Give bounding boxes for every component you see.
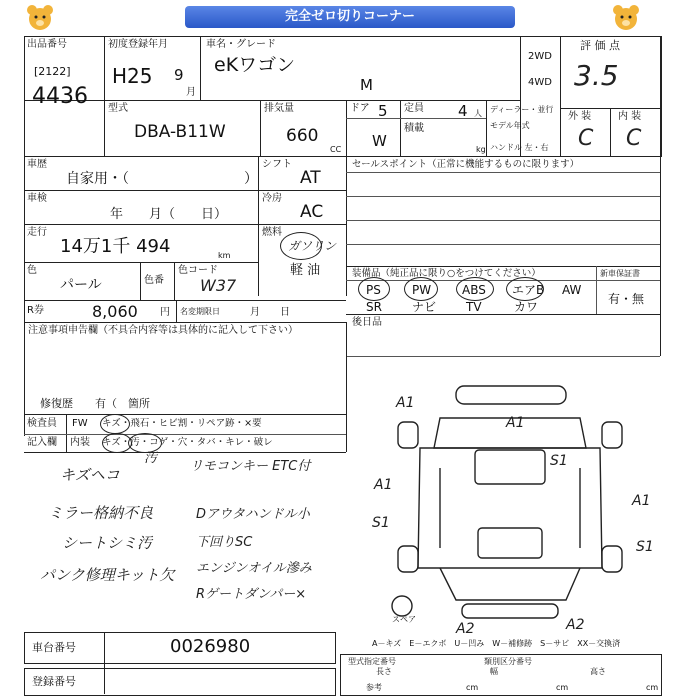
chassis-number: 0026980 — [170, 636, 251, 657]
capacity-value: 4 — [458, 102, 468, 120]
registration-number-label: 登録番号 — [32, 675, 76, 688]
damage-mark-a1-left: A1 — [374, 477, 393, 493]
page-banner: 完全ゼロ切りコーナー — [185, 6, 515, 28]
cert-height-label: 高さ — [590, 667, 606, 676]
fw-label: FW — [72, 418, 88, 429]
note-7: エンジンオイル滲み — [196, 561, 312, 576]
spare-label: スペア — [392, 615, 416, 624]
car-name: eKワゴン — [214, 54, 296, 76]
displacement: 660 — [286, 126, 319, 146]
ac-value: AC — [300, 202, 324, 222]
inspection-date: 年 月（ 日） — [110, 207, 228, 222]
damage-mark-a1-front: A1 — [396, 395, 415, 411]
equip-pw: PW — [412, 283, 432, 297]
equip-tv: TV — [466, 300, 482, 314]
type-number-label: 型式指定番号 — [348, 657, 396, 666]
month-suffix: 月 — [186, 87, 196, 98]
new-record-label: 新車保証書 — [600, 269, 640, 278]
color-no-label: 色番 — [144, 275, 164, 286]
note-2: ミラー格納不良 — [48, 504, 154, 522]
lot-number: 4436 — [32, 84, 88, 109]
damage-legend: A－キズ E－エクボ U－凹み W－補修跡 S－サビ XX－交換済 — [372, 639, 621, 648]
load-label: 積載 — [404, 123, 424, 134]
mileage-label: 走行 — [27, 227, 47, 238]
equip-sr: SR — [366, 300, 382, 314]
registration-month: 9 — [174, 66, 184, 84]
rating-value: 3.5 — [574, 59, 619, 92]
shift-value: AT — [300, 168, 321, 188]
capacity-label: 定員 — [404, 103, 424, 114]
fw-items: キズ・飛石・ヒビ割・リペア跡・×要 — [102, 418, 262, 429]
rating-label: 評 価 点 — [580, 39, 620, 52]
color-code-value: W37 — [200, 276, 237, 295]
exterior-grade: C — [578, 126, 594, 151]
fuel-value: ガソリン — [288, 239, 337, 253]
bear-mascot-icon — [26, 4, 54, 32]
history-close: ） — [244, 171, 258, 187]
dealer-label: ディーラー・並行 — [490, 105, 554, 114]
post-delivery-label: 後日品 — [352, 317, 382, 328]
damage-mark-s1-right: S1 — [636, 539, 654, 555]
equipment-label: 装備品（純正品に限り○をつけてください） — [352, 268, 541, 279]
equip-aw: AW — [562, 283, 582, 297]
mileage-value: 14万1千 494 — [60, 236, 171, 257]
interior-label: 内 装 — [618, 111, 642, 122]
note-4: パンク修理キット欠 — [40, 566, 175, 584]
era-year: H25 — [112, 64, 153, 88]
color-code-label: 色コード — [178, 265, 218, 276]
damage-mark-a1-top: A1 — [506, 415, 525, 431]
fuel-diesel: 軽 油 — [290, 263, 321, 278]
repair-history-label: 修復歴 有（ 箇所 — [40, 397, 150, 410]
cert-length-label: 長さ — [376, 667, 392, 676]
sales-point-label: セールスポイント（正常に機能するものに限ります） — [352, 159, 580, 170]
cm-height: cm — [646, 683, 659, 692]
note-8: Rゲートダンパー× — [196, 587, 307, 602]
2wd-label: 2WD — [528, 51, 552, 62]
interior-handwritten: 汚 — [144, 451, 158, 466]
history-value: 自家用・（ — [66, 171, 129, 187]
body-type: W — [372, 132, 387, 150]
car-grade-label: 車名・グレード — [206, 39, 276, 50]
model-label: 型式 — [108, 103, 128, 114]
sheet-border-top — [24, 36, 662, 157]
damage-mark-s1-door: S1 — [550, 453, 568, 469]
cm-length: cm — [466, 683, 479, 692]
equip-abs: ABS — [462, 283, 486, 297]
equip-leather: カワ — [514, 300, 539, 314]
equip-ps: PS — [366, 283, 381, 297]
lot-number-label: 出品番号 — [27, 39, 67, 50]
class-number-label: 類別区分番号 — [484, 657, 532, 666]
first-registration-label: 初度登録年月 — [108, 39, 168, 50]
cc-unit: CC — [330, 145, 342, 154]
exterior-label: 外 装 — [568, 111, 592, 122]
kg-unit: kg — [476, 145, 486, 154]
interior-grade: C — [626, 126, 642, 151]
grade: M — [360, 76, 373, 94]
color-value: パール — [60, 277, 102, 293]
damage-mark-a2-rear-left: A2 — [456, 621, 475, 637]
bear-mascot-icon — [612, 4, 640, 32]
interior-row-label: 内装 — [70, 437, 90, 448]
model-code: DBA-B11W — [134, 122, 226, 142]
ref-length-label: 参考 — [366, 683, 382, 692]
km-unit: km — [218, 251, 231, 260]
note-5: Dアウタハンドル小 — [196, 507, 310, 522]
note-1: キズヘコ — [60, 466, 120, 484]
color-label: 色 — [27, 265, 37, 276]
record-label: 記入欄 — [27, 437, 57, 448]
recycle-label: R券 — [27, 305, 44, 316]
displacement-label: 排気量 — [264, 103, 294, 114]
name-change-date: 月 日 — [250, 307, 290, 318]
history-label: 車歴 — [27, 159, 47, 170]
sales-note: リモコンキー ETC付 — [190, 459, 311, 474]
note-3: シートシミ汚 — [62, 534, 153, 552]
model-year-label: モデル年式 — [490, 121, 530, 130]
fuel-label: 燃料 — [262, 227, 282, 238]
damage-mark-s1-left: S1 — [372, 515, 390, 531]
equip-navi: ナビ — [412, 300, 437, 314]
lot-code: [2122] — [34, 65, 71, 78]
yen-unit: 円 — [160, 307, 170, 318]
cert-width-label: 幅 — [490, 667, 498, 676]
persons-unit: 人 — [474, 109, 482, 118]
shift-label: シフト — [262, 159, 292, 170]
doors-label: ドア — [350, 103, 370, 114]
inspection-label: 車検 — [27, 193, 47, 204]
notes-label: 注意事項申告欄（不具合内容等は具体的に記入して下さい） — [28, 325, 298, 336]
recycle-fee: 8,060 — [92, 302, 138, 321]
name-change-label: 名変期限日 — [180, 307, 220, 316]
handle-label: ハンドル 左・右 — [490, 143, 549, 152]
note-6: 下回りSC — [196, 535, 253, 550]
cm-width: cm — [556, 683, 569, 692]
interior-items: キズ・汚・コゲ・穴・タバ・キレ・破レ — [102, 437, 273, 448]
doors-value: 5 — [378, 102, 388, 120]
4wd-label: 4WD — [528, 77, 552, 88]
inspector-label: 検査員 — [27, 418, 57, 429]
ac-label: 冷房 — [262, 193, 282, 204]
equip-airbag: エアB — [512, 283, 545, 297]
damage-mark-a2-rear-right: A2 — [566, 617, 585, 633]
chassis-number-label: 車台番号 — [32, 641, 76, 654]
damage-mark-a1-right: A1 — [632, 493, 651, 509]
new-record-value: 有・無 — [608, 292, 645, 306]
